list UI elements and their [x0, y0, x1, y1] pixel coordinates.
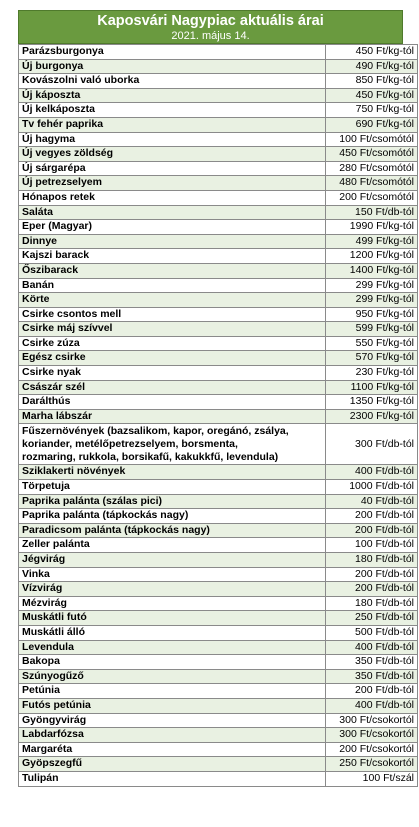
product-price-cell: 500 Ft/db-tól	[326, 625, 418, 640]
product-name-cell: Zeller palánta	[19, 538, 326, 553]
table-row	[19, 669, 418, 684]
table-row	[19, 117, 418, 132]
product-price-cell: 850 Ft/kg-tól	[326, 74, 418, 89]
product-name-line: Fűszernövények (bazsalikom, kapor, oregánó, zsálya,	[22, 424, 289, 437]
table-row	[19, 176, 418, 191]
product-name-cell: Császár szél	[19, 380, 326, 395]
table-row	[19, 132, 418, 147]
product-price-cell: 300 Ft/csokortól	[326, 713, 418, 728]
product-name-cell: Új kelkáposzta	[19, 103, 326, 118]
product-price-cell: 180 Ft/db-tól	[326, 596, 418, 611]
product-price-cell: 499 Ft/kg-tól	[326, 234, 418, 249]
product-price-cell: 180 Ft/db-tól	[326, 553, 418, 568]
product-name-cell: Új sárgarépa	[19, 161, 326, 176]
product-name-cell: Paradicsom palánta (tápkockás nagy)	[19, 523, 326, 538]
product-name-cell: Tv fehér paprika	[19, 117, 326, 132]
product-price-cell: 1350 Ft/kg-tól	[326, 395, 418, 410]
product-price-cell: 1100 Ft/kg-tól	[326, 380, 418, 395]
product-price-cell: 250 Ft/db-tól	[326, 611, 418, 626]
table-row	[19, 742, 418, 757]
table-row	[19, 190, 418, 205]
table-row	[19, 538, 418, 553]
product-price-cell: 550 Ft/kg-tól	[326, 336, 418, 351]
product-price-cell: 100 Ft/db-tól	[326, 538, 418, 553]
product-name-cell: Bakopa	[19, 655, 326, 670]
product-name-cell: Levendula	[19, 640, 326, 655]
table-row	[19, 249, 418, 264]
table-row	[19, 205, 418, 220]
table-row	[19, 596, 418, 611]
table-row	[19, 351, 418, 366]
product-name-cell: Csirke zúza	[19, 336, 326, 351]
product-price-cell: 350 Ft/db-tól	[326, 669, 418, 684]
product-price-cell: 299 Ft/kg-tól	[326, 278, 418, 293]
product-price-cell: 480 Ft/csomótól	[326, 176, 418, 191]
product-price-cell: 490 Ft/kg-tól	[326, 59, 418, 74]
product-price-cell: 200 Ft/db-tól	[326, 567, 418, 582]
product-price-cell: 690 Ft/kg-tól	[326, 117, 418, 132]
table-row	[19, 234, 418, 249]
product-name-cell: Marha lábszár	[19, 409, 326, 424]
product-name-cell: Eper (Magyar)	[19, 220, 326, 235]
product-name-line: koriander, metélőpetrezselyem, borsmenta,	[22, 437, 238, 450]
product-name-cell: Új burgonya	[19, 59, 326, 74]
price-table	[18, 44, 418, 787]
product-price-cell: 950 Ft/kg-tól	[326, 307, 418, 322]
table-row	[19, 611, 418, 626]
product-price-cell: 2300 Ft/kg-tól	[326, 409, 418, 424]
product-name-cell: Paprika palánta (szálas pici)	[19, 494, 326, 509]
table-row	[19, 307, 418, 322]
table-row	[19, 161, 418, 176]
product-name-cell: Jégvirág	[19, 553, 326, 568]
product-price-cell: 250 Ft/csokortól	[326, 757, 418, 772]
product-price-cell: 400 Ft/db-tól	[326, 640, 418, 655]
product-name-line: rozmaring, rukkola, borsikafű, kakukkfű, levendula)	[22, 451, 279, 464]
product-name-cell: Csirke máj szívvel	[19, 322, 326, 337]
table-row	[19, 45, 418, 60]
product-price-cell: 40 Ft/db-tól	[326, 494, 418, 509]
product-name-cell: Csirke csontos mell	[19, 307, 326, 322]
table-row	[19, 366, 418, 381]
table-row	[19, 553, 418, 568]
product-name-cell: Új káposzta	[19, 88, 326, 103]
product-name-cell: Gyöngyvirág	[19, 713, 326, 728]
sheet-header	[18, 10, 403, 44]
product-name-cell: Sziklakerti növények	[19, 465, 326, 480]
product-price-cell: 230 Ft/kg-tól	[326, 366, 418, 381]
product-name-cell: Új vegyes zöldség	[19, 147, 326, 162]
product-name-cell: Kovászolni való uborka	[19, 74, 326, 89]
product-name-cell: Kajszi barack	[19, 249, 326, 264]
product-name-cell: Muskátli álló	[19, 625, 326, 640]
product-name-cell: Muskátli futó	[19, 611, 326, 626]
table-row	[19, 698, 418, 713]
table-row	[19, 409, 418, 424]
product-price-cell: 599 Ft/kg-tól	[326, 322, 418, 337]
table-row	[19, 424, 418, 465]
table-row	[19, 771, 418, 786]
product-name-cell: Szúnyogűző	[19, 669, 326, 684]
table-row	[19, 480, 418, 495]
product-name-cell: Parázsburgonya	[19, 45, 326, 60]
table-row	[19, 395, 418, 410]
product-price-cell: 280 Ft/csomótól	[326, 161, 418, 176]
product-price-cell: 300 Ft/db-tól	[326, 424, 418, 465]
table-row	[19, 655, 418, 670]
table-row	[19, 567, 418, 582]
product-price-cell: 400 Ft/db-tól	[326, 465, 418, 480]
product-price-cell: 450 Ft/kg-tól	[326, 88, 418, 103]
product-name-cell: Csirke nyak	[19, 366, 326, 381]
price-sheet	[18, 10, 414, 787]
table-row	[19, 336, 418, 351]
product-name-cell: Banán	[19, 278, 326, 293]
table-row	[19, 582, 418, 597]
product-name-cell: Futós petúnia	[19, 698, 326, 713]
table-row	[19, 757, 418, 772]
table-row	[19, 147, 418, 162]
sheet-title: Kaposvári Nagypiac aktuális árai	[97, 13, 324, 29]
product-price-cell: 350 Ft/db-tól	[326, 655, 418, 670]
product-price-cell: 750 Ft/kg-tól	[326, 103, 418, 118]
product-price-cell: 200 Ft/db-tól	[326, 684, 418, 699]
table-row	[19, 74, 418, 89]
product-name-cell: Új petrezselyem	[19, 176, 326, 191]
product-name-cell: Törpetuja	[19, 480, 326, 495]
table-row	[19, 465, 418, 480]
product-name-cell: Labdarfózsa	[19, 728, 326, 743]
product-price-cell: 1200 Ft/kg-tól	[326, 249, 418, 264]
table-row	[19, 523, 418, 538]
table-row	[19, 220, 418, 235]
table-row	[19, 713, 418, 728]
table-row	[19, 103, 418, 118]
price-table-body	[19, 45, 418, 787]
product-name-cell: Vinka	[19, 567, 326, 582]
product-name-cell: Vízvirág	[19, 582, 326, 597]
table-row	[19, 88, 418, 103]
table-row	[19, 684, 418, 699]
product-price-cell: 300 Ft/csokortól	[326, 728, 418, 743]
product-name-cell: Saláta	[19, 205, 326, 220]
product-price-cell: 200 Ft/csomótól	[326, 190, 418, 205]
table-row	[19, 293, 418, 308]
product-price-cell: 1000 Ft/db-tól	[326, 480, 418, 495]
table-row	[19, 640, 418, 655]
product-price-cell: 570 Ft/kg-tól	[326, 351, 418, 366]
product-name-cell: Gyöpszegfű	[19, 757, 326, 772]
product-price-cell: 200 Ft/db-tól	[326, 509, 418, 524]
product-price-cell: 100 Ft/szál	[326, 771, 418, 786]
table-row	[19, 380, 418, 395]
product-price-cell: 1990 Ft/kg-tól	[326, 220, 418, 235]
product-price-cell: 450 Ft/kg-tól	[326, 45, 418, 60]
product-name-cell: Petúnia	[19, 684, 326, 699]
table-row	[19, 59, 418, 74]
product-price-cell: 1400 Ft/kg-tól	[326, 263, 418, 278]
product-name-cell: Margaréta	[19, 742, 326, 757]
product-name-cell: Paprika palánta (tápkockás nagy)	[19, 509, 326, 524]
product-name-cell: Darálthús	[19, 395, 326, 410]
product-name-cell: Dinnye	[19, 234, 326, 249]
table-row	[19, 263, 418, 278]
sheet-date: 2021. május 14.	[171, 30, 250, 42]
product-price-cell: 200 Ft/db-tól	[326, 582, 418, 597]
product-name-cell: Hónapos retek	[19, 190, 326, 205]
table-row	[19, 494, 418, 509]
product-price-cell: 150 Ft/db-tól	[326, 205, 418, 220]
product-name-cell: Új hagyma	[19, 132, 326, 147]
product-name-cell: Körte	[19, 293, 326, 308]
table-row	[19, 322, 418, 337]
product-price-cell: 200 Ft/db-tól	[326, 523, 418, 538]
product-price-cell: 400 Ft/db-tól	[326, 698, 418, 713]
table-row	[19, 509, 418, 524]
product-name-cell: Egész csirke	[19, 351, 326, 366]
product-price-cell: 450 Ft/csomótól	[326, 147, 418, 162]
table-row	[19, 625, 418, 640]
product-name-cell: Mézvirág	[19, 596, 326, 611]
product-price-cell: 200 Ft/csokortól	[326, 742, 418, 757]
product-name-cell	[19, 424, 326, 465]
table-row	[19, 278, 418, 293]
table-row	[19, 728, 418, 743]
product-price-cell: 100 Ft/csomótól	[326, 132, 418, 147]
product-price-cell: 299 Ft/kg-tól	[326, 293, 418, 308]
product-name-cell: Őszibarack	[19, 263, 326, 278]
product-name-cell: Tulipán	[19, 771, 326, 786]
